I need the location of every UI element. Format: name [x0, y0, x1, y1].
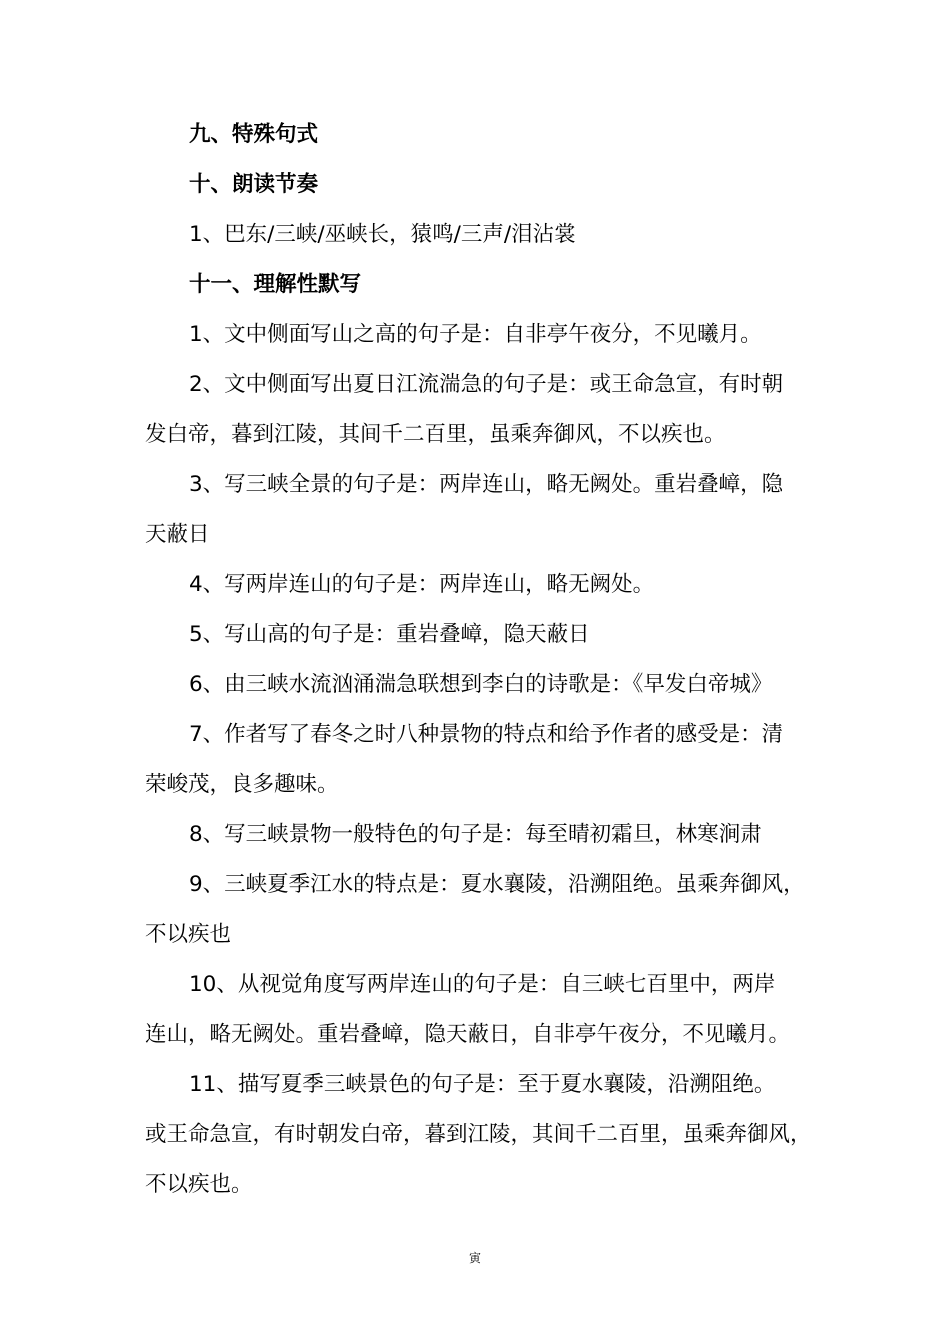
dictation-item-4: 4、写两岸连山的句子是：两岸连山，略无阙处。 — [189, 572, 655, 597]
page-footer-mark: 寅 — [468, 1251, 481, 1265]
section-heading-special-sentences: 九、特殊句式 — [189, 122, 319, 147]
rhythm-line: 1、巴东/三峡/巫峡长，猿鸣/三声/泪沾裳 — [189, 222, 576, 247]
dictation-item-9: 9、三峡夏季江水的特点是：夏水襄陵，沿溯阻绝。虽乘奔御风， — [189, 872, 805, 897]
dictation-item-5: 5、写山高的句子是：重岩叠嶂，隐天蔽日 — [189, 622, 590, 647]
dictation-item-7: 7、作者写了春冬之时八种景物的特点和给予作者的感受是：清 — [189, 722, 784, 747]
dictation-item-11-continued-2: 不以疾也。 — [145, 1172, 253, 1197]
dictation-item-2-continued: 发白帝，暮到江陵，其间千二百里，虽乘奔御风，不以疾也。 — [145, 422, 726, 447]
dictation-item-1: 1、文中侧面写山之高的句子是：自非亭午夜分，不见曦月。 — [189, 322, 762, 347]
dictation-item-11: 11、描写夏季三峡景色的句子是：至于夏水襄陵，沿溯阻绝。 — [189, 1072, 776, 1097]
dictation-item-7-continued: 荣峻茂，良多趣味。 — [145, 772, 339, 797]
section-heading-dictation: 十一、理解性默写 — [189, 272, 362, 297]
dictation-item-8: 8、写三峡景物一般特色的句子是：每至晴初霜旦，林寒涧肃 — [189, 822, 762, 847]
dictation-item-10: 10、从视觉角度写两岸连山的句子是：自三峡七百里中，两岸 — [189, 972, 776, 997]
dictation-item-3-continued: 天蔽日 — [145, 522, 210, 547]
dictation-item-11-continued: 或王命急宣，有时朝发白帝，暮到江陵，其间千二百里，虽乘奔御风， — [145, 1122, 812, 1147]
dictation-item-3: 3、写三峡全景的句子是：两岸连山，略无阙处。重岩叠嶂，隐 — [189, 472, 784, 497]
dictation-item-9-continued: 不以疾也 — [145, 922, 232, 947]
section-heading-reading-rhythm: 十、朗读节奏 — [189, 172, 319, 197]
dictation-item-2: 2、文中侧面写出夏日江流湍急的句子是：或王命急宣，有时朝 — [189, 372, 784, 397]
dictation-item-6: 6、由三峡水流汹涌湍急联想到李白的诗歌是：《早发白帝城》 — [189, 672, 773, 697]
dictation-item-10-continued: 连山，略无阙处。重岩叠嶂，隐天蔽日，自非亭午夜分，不见曦月。 — [145, 1022, 791, 1047]
document-body — [145, 110, 815, 1210]
